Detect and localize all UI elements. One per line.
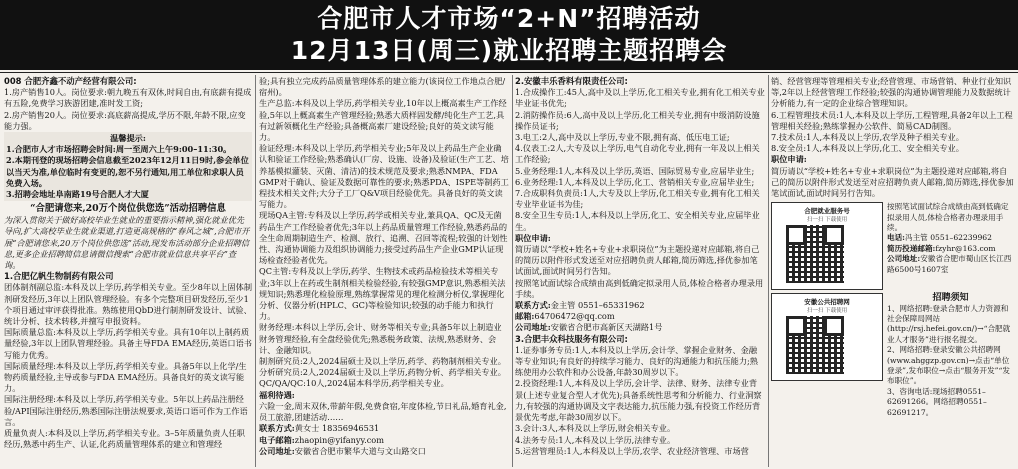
recruit-notice-item: 3、咨询电话:现场招聘0551–62691266。网络招聘0551–62691217。 [887,386,987,417]
qr-card-subtitle: 扫一扫 下载使用 [806,217,848,224]
benefits-text: 六险一金,周末双休,带薪年假,免费食宿,年度体检,节日礼品,婚育礼金,员工旅游,团建活动…… [259,400,507,423]
recruit-notice-item: 1、网络招聘:登录合肥市人力资源和社会保障局网站(http://rsj.hefei.gov.cn/)→“合肥就业人才服务”进行报名提交。 [887,303,1011,344]
job-item: 国际质量经理:本科及以上学历,药学相关专业。具备5年以上化学/生物药质量经验,主导或参与FDA EMA经历。具备良好的英文读写能力。 [4,360,247,394]
job-item: 7.技术员:1人,本科及以上学历,农学及种子相关专业。 [771,132,964,143]
company-heading: 2.安徽丰乐香料有限责任公司: [515,76,628,86]
column-divider [255,75,256,467]
application-text: 简历请以“学校+姓名+专业+求职岗位”为主题投递对应邮箱,将自己的简历以附件形式发送至对应招聘负责人邮箱,简历筛选,择优参加笔试面试,面试时间另行告知。 [771,165,1014,199]
job-item: 国际质量总监:本科及以上学历,药学相关专业。具有10年以上制药质量经验,3年以上团队管理经验。具备主导FDA EMA经历,英语口语书写能力优秀。 [4,327,252,360]
job-item: 财务经理:本科以上学历,会计、财务等相关专业;具备5年以上制造业财务管理经验,有全盘经验优先;熟悉税务政策、法规,熟悉财务、会计、金融知识。 [259,322,502,355]
banner-title-line2: 12月13日(周三)就业招聘主题招聘会 [290,36,728,65]
contact-line [259,423,509,434]
banner-title-line1: 合肥市人才市场“2+N”招聘活动 [317,4,701,33]
job-item: 4.法务专员:1人,本科及以上学历,法律专业。 [515,434,676,445]
contact-label: 联系方式: [515,300,551,311]
job-item: 3.电工:2人,高中及以上学历,专业不限,拥有高、低压电工证; [515,132,730,143]
application-text: 简历请以“学校+姓名+专业+求职岗位”为主题投递对应邮箱,将自己的简历以附件形式发送至对应招聘负责人邮箱,简历筛选,择优参加笔试面试,面试时间另行告知。 [515,244,760,277]
email-value: fzyhr@163.com [935,243,996,253]
tel-label: 电话: [887,233,905,243]
job-item: 5.业务经理:1人,本科及以上学历,英语、国际贸易专业,应届毕业生; [515,165,755,176]
benefits-heading: 福利待遇: [259,389,295,400]
job-item: 1.证券事务专员:1人,本科及以上学历,会计学、掌握企业财务、金融等专业知识;有良好的持续学习能力、良好的沟通能力和抗压能力;熟练使用办公软件和办公设备,年龄30周岁以下。 [515,344,758,378]
tel-value: 冯主管 0551–62239962 [905,233,992,243]
address-value: 安徽省合肥市蜀山区长江西路6500号1607室 [887,254,1012,274]
column-divider [768,75,769,467]
address-label: 公司地址: [887,254,921,264]
recruit-notice-item: 2、网络招聘:登录安徽公共招聘网(www.ahggzp.gov.cn)→点击“单位登录”,发布职位→点击“服务开发”“发布职位”。 [887,345,1011,386]
email-label: 简历投递邮箱: [887,243,936,253]
job-item: 验;具有独立完成药品质量管理体系的建立能力(该岗位工作地点合肥/宿州)。 [259,76,506,98]
address-label: 公司地址: [515,322,551,333]
application-text: 按照笔试面试综合成绩由高到低确定拟录用人员,体检合格者办理录用手续。 [887,202,1009,233]
qr-card-hefei [771,202,883,290]
notice-box [4,132,252,201]
application-text: 按照笔试面试综合成绩由高到低确定拟录用人员,体检合格者办理录用手续。 [515,277,764,299]
application-heading: 职位申请: [771,154,807,165]
campaign-intro: 为深入贯彻关于做好高校毕业生就业的重要指示精神,强化就业优先导向,扩大高校毕业生就业渠道,打造更高规格的“春风之城”,合肥市开展“合肥请您来,20万个岗位供您选”活动,现发布活动部分企业招聘信息,更多企业招聘简信息请微信搜索“合肥市就业信息共享平台”查询。 [4,215,250,271]
address-value: 安徽省合肥市高新区天湖路1号 [550,322,663,333]
job-item: 生产总监:本科及以上学历,药学相关专业,10年以上概高素生产工作经验,5年以上概高素生产管理经验;熟悉大质样固发酵/纯化生产工艺,具有过新领概化生产经验;具备概高素厂建设经验;良好的英文读写能力。 [259,98,507,143]
column-3 [515,76,765,468]
job-item: 8.安全员:1人,本科及以上学历,化工、安全相关专业。 [771,143,964,154]
job-item: 3.会计:3人,本科及以上学历,财会相关专业。 [515,423,676,434]
contact-value: 金主管 0551–65331962 [550,300,645,311]
job-item: 8.安全卫生专员:1人,本科及以上学历,化工、安全相关专业,应届毕业生。 [515,210,760,232]
campaign-title: “合肥请您来,20万个岗位供您选”活动招聘信息 [30,203,226,215]
address-label: 公司地址: [259,445,295,456]
header-banner [0,0,1018,70]
qr-code-icon [786,316,844,374]
email-value: zhaopin@yifanyy.com [294,434,384,445]
job-item: 分析研究员:2人,2024届硕士及以上学历,药物分析、药学相关专业。 [259,367,506,378]
email-line [515,311,765,322]
job-item: 制剂研究员:2人,2024届硕士及以上学历,药学、药物制剂相关专业。 [259,356,506,367]
email-value: 64706472@qq.com [534,311,615,322]
job-item: 4.仪表工:2人,大专及以上学历,电气自动化专业,拥有一年及以上相关工作经验; [515,143,760,165]
recruit-notice-title: 招聘须知 [932,293,969,304]
address-line [259,446,509,457]
job-item: 团体制剂副总监:本科及以上学历,药学相关专业。至少8年以上固体制剂研发经历,3年以上团队管理经验。有多个完整项目研发经历,至少1个项目通过审评获得批准。熟练使用QbD进行制剂研发设计、试验、统计分析、技术转移,并擅写申报资料。 [4,282,252,327]
qr-row-1 [771,202,1014,290]
qr-row-2 [771,293,1014,418]
job-item: 6.工程管理技术员:1人,本科及以上学历,工程管理,具备2年以上工程管理相关经验;熟练掌握办公软件、简易CAD制图。 [771,109,1013,131]
column-4 [771,76,1014,468]
job-item: 国际注册经理:本科及以上学历,药学相关专业。5年以上药品注册经验/API国际注册经历,熟悉国际注册法规要求,英语口语可作为工作语言。 [4,394,248,427]
qr-card-anhui [771,293,883,381]
notice-item: 1.合肥市人才市场招聘会时间:周一至周六上午9:00–11:30。 [6,144,232,155]
job-item: 质量负责人:本科及以上学历,药学相关专业。3–5年质量负责人任职经历,熟悉中药生产、认证,化药质量管理体系的建立和管理经 [4,428,245,450]
application-heading: 职位申请: [515,232,551,243]
notice-title: 温馨提示: [110,133,146,144]
notice-item: 3.招聘会地址阜南路19号合肥人才大厦 [6,189,149,200]
job-item: 销、经营管理等管理相关专业;经营管理、市场营销、种业行业知识等,2年以上经营管理工作经验;较强的沟通协调管理能力及数据统计分析能力,有一定的企业综合管理知识。 [771,76,1012,109]
column-1 [4,76,252,468]
job-item: 1.房产销售10人。岗位要求:朝九晚五有双休,时间自由,有底薪有提成有五险,免费学习族游团建,准时发工资; [4,87,252,109]
column-divider [512,75,513,467]
job-item: 现场QA主管:专科及以上学历,药学或相关专业,兼具QA、QC及无菌药品生产工作经验者优先;3年以上药品质量管理工作经验,熟悉药品的全生命周期制造生产、检测、放行、追溯、召回等流程;较强的计划性性、沟通协调能力及组织协调能力;接受过药品生产企业GMP认证现场检查经验者优先。 [259,210,508,266]
contact-line [515,300,765,311]
qr-card-subtitle: 扫一扫 下载使用 [806,308,848,315]
recruit-notice [887,293,1014,418]
contact-value: 黄女士 18356946531 [294,423,380,434]
company-heading: 1.合肥亿帆生物制药有限公司 [4,271,114,282]
job-item: QC/QA/QC:10人,2024届本科学历,药学相关专业。 [259,378,449,389]
page-body [0,72,1018,469]
company-heading: 008 合肥齐鑫不动产经营有限公司: [4,76,137,86]
company-heading: 3.合肥丰众科技服务有限公司: [515,333,628,344]
job-item: 6.业务经理:1人,本科及以上学历,化工、营销相关专业,应届毕业生; [515,176,755,187]
address-value: 安徽省合肥市繁华大道与文山路交口 [294,445,426,456]
contact-label: 联系方式: [259,423,295,434]
address-line [515,322,765,333]
qr-code-icon [786,225,844,283]
email-label: 邮箱: [515,311,535,322]
job-item: 5.运营管理员:1人,本科及以上学历,农学、农业经济管理、市场营 [515,445,749,456]
job-item: QC主管:专科及以上学历,药学、生物技术或药品检验技术等相关专业;3年以上在药或生制剂相关检验经验,有较强GMP意识,熟悉相关法规知识;熟悉理化检验原理,熟练掌握常见的理化检测分析仪,掌握理化分析、仪器分析(HPLC、GC)等检验知识;较强的动手能力和执行力。 [259,266,506,322]
email-label: 电子邮箱: [259,434,295,445]
job-item: 1.合成操作工:45人,高中及以上学历,化工相关专业,拥有化工相关专业毕业证书优先; [515,87,765,109]
email-line [259,435,509,446]
qr-card-title: 安徽公共招聘网 [804,298,850,307]
notice-item: 2.本期刊登的现场招聘会信息截至2023年12月11日9时,参会单位以当天为准,单位临时有变更的,恕不另行通知,用工单位和求职人员免费入场。 [6,155,249,188]
qr-side-text [887,202,1014,275]
job-item: 2.消防操作员:6人,高中及以上学历,化工相关专业,拥有中级消防设施操作员证书; [515,109,760,131]
job-item: 2.房产销售20人。岗位要求:高底薪高提成,学历不限,年龄不限,应变能力强。 [4,109,246,131]
job-item: 2.投资经理:1人,本科及以上学历,会计学、法律、财务、法律专业背景(上述专业复合型人才优先);具备系统性思考和分析能力、行业洞察力,有较强的沟通协调及文字表达能力,抗压能力强,有投资工作经历背景优先考虑,年龄30周岁以下。 [515,378,762,423]
qr-card-title: 合肥就业服务号 [804,207,850,216]
column-2 [259,76,509,468]
job-item: 验证经理:本科及以上学历,药学相关专业;5年及以上药品生产企业确认和验证工作经验;熟悉确认(厂房、设施、设备)及验证(生产工艺、培养基模拟灌装、灭菌、清洁)的技术规范及要求;熟悉NMPA、FDA GMP对于确认、验证及数据可靠性的要求;熟悉PDA、ISPE等制药工程技术相关文件;大分子工厂Q&V项目经验优先。具备良好的英文读写能力。 [259,143,509,210]
job-item: 7.合成职科负责员:1人,大专及以上学历,化工相关专业,拥有化工相关专业毕业证书为佳; [515,188,760,210]
